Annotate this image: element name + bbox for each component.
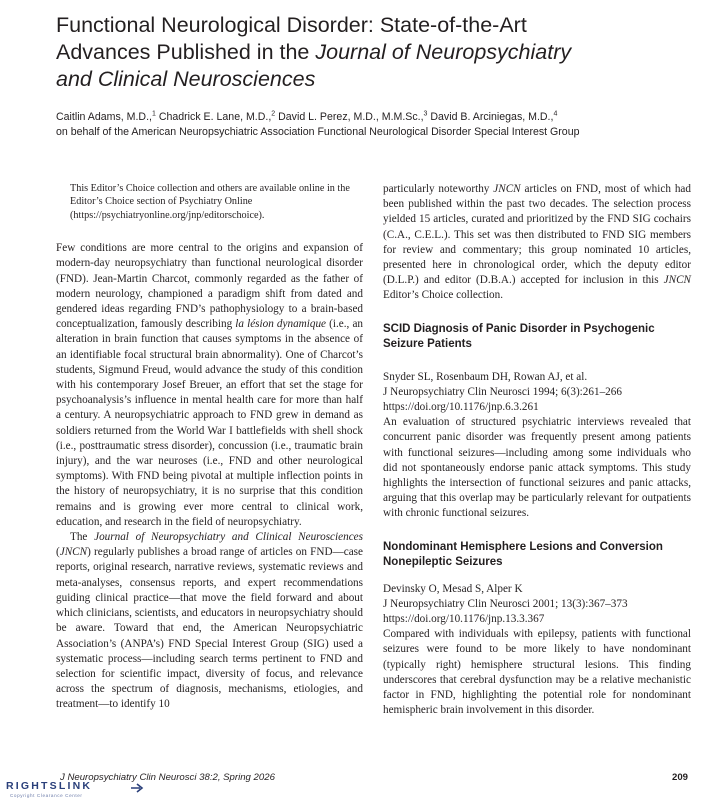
title-journal-italic: Journal of Neuropsychiatry (315, 40, 572, 64)
section-body-scid: An evaluation of structured psychiatric interviews revealed that concurrent panic disorder was frequently present among patients with functional seizures—including among some individuals who did not spontaneously endorse panic attack symptoms. This study highlights the intersection of functional seizures and panic attacks, arguing that this overlap may be particularly relevant for outpatients with chronic functional seizures. (383, 416, 691, 520)
citation-journal: J Neuropsychiatry Clin Neurosci 1994; 6(3):261–266 (383, 385, 622, 398)
text-run-italic: JNCN (663, 274, 691, 287)
citation-authors: Devinsky O, Mesad S, Alper K (383, 582, 523, 595)
section-body-nondominant: Compared with individuals with epilepsy, patients with functional seizures were found to be more likely to have nondominant (typically right) hemisphere structural lesions. This finding underscores that cerebral dysfunction may be a relative mechanistic factor in FND, highlighting the potential role for nondominant hemispheric brain involvement in this disorder. (383, 628, 691, 717)
text-run: Few conditions are more central to the origins and expansion of modern-day neuropsychiatry than functional neurological disorder (FND). Jean-Martin Charcot, commonly regarded as the father of modern neurology, championed a paradigm shift from dated and gendered ideas regarding FND’s pathophysiology to a brain-based conceptualization, famously describing (56, 242, 363, 331)
rightslink-logo: RIGHTSLINK (6, 780, 93, 792)
text-run: particularly noteworthy (383, 183, 494, 195)
text-run: (i.e., an alteration in brain function that causes symptoms in the absence of an identifiable focal structural brain abnormality). One of Charcot’s students, Sigmund Freud, would advance the study of this condition with his contemporary Josef Breuer, an effort that set the stage for psychoanalysis’s influence in mental health care for more than half a century. A neuropsychiatric approach to FND grew in demand as soldiers returned from the World War I battlefields with shell shock (i.e., posttraumatic stress disorder), concussion (i.e., traumatic brain injury), and the war neuroses (i.e., FND and other neurological symptoms). With FND being pivotal at multiple inflection points in the history of neuropsychiatry, it is no surprise that this condition remains and is growing ever more central to clinical work, education, and research in the field of neuropsychiatry. (56, 318, 364, 528)
text-run-italic: la lésion dynamique (235, 318, 327, 331)
affiliation-mark: 1 (151, 110, 156, 118)
intro-paragraph-continued (383, 182, 691, 304)
right-column (383, 182, 691, 718)
text-run: The (70, 531, 95, 544)
intro-paragraph-2 (56, 530, 363, 712)
citation-authors: Snyder SL, Rosenbaum DH, Rowan AJ, et al. (383, 370, 588, 383)
citation-doi-link[interactable]: https://doi.org/10.1176/jnp.13.3.367 (383, 613, 545, 626)
rightslink-arrow-icon (130, 783, 146, 793)
page-number: 209 (672, 772, 689, 783)
left-column (56, 182, 363, 713)
editor-choice-note: This Editor’s Choice collection and others are available online in the Editor’s Choice section of Psychiatry Online (https://psychiatryonline.org/jnp/editorschoice). (70, 183, 350, 221)
author-adams: Caitlin Adams, M.D., (56, 111, 152, 123)
section-heading-scid: SCID Diagnosis of Panic Disorder in Psychogenic Seizure Patients (383, 322, 655, 350)
title-line-1: Functional Neurological Disorder: State-of-the-Art (56, 13, 527, 37)
author-behalf-line: on behalf of the American Neuropsychiatric Association Functional Neurological Disorder Special Interest Group (56, 126, 580, 138)
citation-doi-link[interactable]: https://doi.org/10.1176/jnp.6.3.261 (383, 401, 539, 414)
title-line-3: and Clinical Neurosciences (56, 67, 316, 91)
intro-paragraph-1 (56, 241, 363, 530)
text-run-italic: JNCN (493, 183, 521, 195)
text-run: articles on FND, most of which had been published within the past two decades. The selection process yielded 15 articles, curated and prioritized by the FND SIG cochairs (C.A., C.E.L.). This set was then distributed to FND SIG members for review and commentary; this group nominated 10 articles, presented here in chronological order, which the deputy editor (D.L.P.) and editor (D.B.A.) accepted for inclusion in this (383, 183, 691, 287)
author-list (56, 110, 696, 140)
author-arciniegas: David B. Arciniegas, M.D., (427, 111, 554, 123)
text-run: ) regularly publishes a broad range of articles on FND—case reports, original research, narrative reviews, systematic reviews and meta-analyses, consensus reports, and expert recommendations guiding clinical practice—that move the field forward and about which clinicians, scientists, and educators in neuropsychiatry should be aware. Toward that end, the American Neuropsychiatric Association’s (ANPA’s) FND Special Interest Group (SIG) used a systematic process—including search terms pertinent to FND and selection for scientific impact, diversity of focus, and relevance across the spectrum of diagnosis, mechanisms, etiologies, and treatment—to identify 10 (56, 546, 363, 711)
affiliation-mark: 2 (271, 110, 276, 118)
rightslink-subtitle: Copyright Clearance Center (10, 793, 83, 798)
author-perez: David L. Perez, M.D., M.M.Sc., (275, 111, 424, 123)
article-title (56, 12, 676, 93)
title-line-2: Advances Published in the (56, 40, 316, 64)
author-lane: Chadrick E. Lane, M.D., (155, 111, 272, 123)
footer-journal-citation: J Neuropsychiatry Clin Neurosci 38:2, Spring 2026 (60, 772, 275, 783)
text-run: Editor’s Choice collection. (383, 289, 504, 302)
section-heading-nondominant: Nondominant Hemisphere Lesions and Conversion Nonepileptic Seizures (383, 540, 663, 568)
text-run-italic: Journal of Neuropsychiatry and Clinical Neurosciences (94, 531, 363, 544)
affiliation-mark: 4 (553, 110, 558, 118)
citation-journal: J Neuropsychiatry Clin Neurosci 2001; 13(3):367–373 (383, 597, 628, 610)
affiliation-mark: 3 (423, 110, 428, 118)
text-run: ( (56, 546, 60, 559)
text-run-italic: JNCN (59, 546, 88, 559)
